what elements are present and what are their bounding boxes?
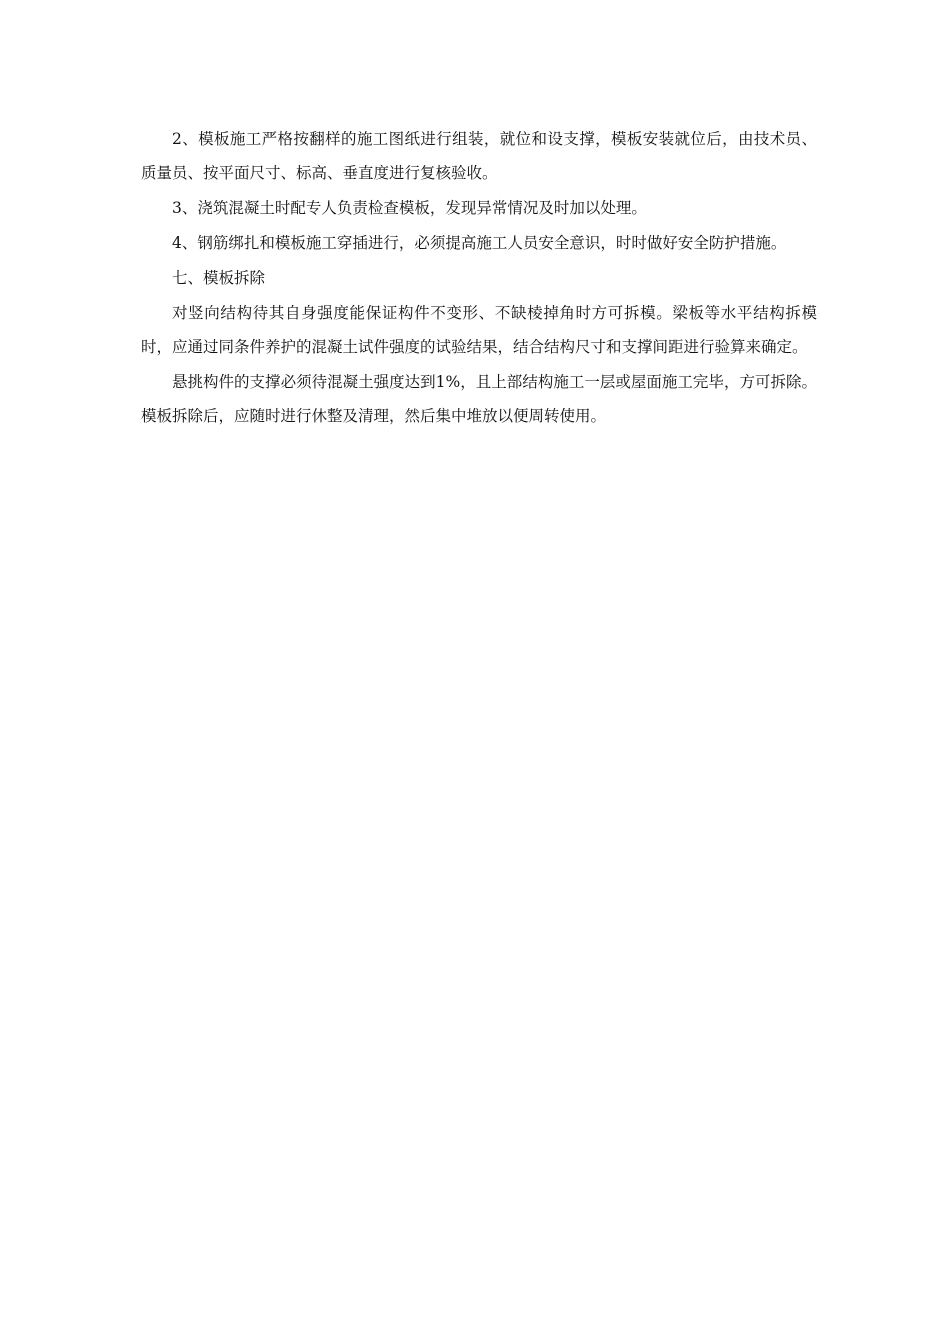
paragraph-template-installation: 2、模板施工严格按翻样的施工图纸进行组装，就位和设支撑，模板安装就位后，由技术员、质量员、按平面尺寸、标高、垂直度进行复核验收。 [141,130,817,182]
paragraph-vertical-structure-removal: 对竖向结构待其自身强度能保证构件不变形、不缺棱掉角时方可拆模。梁板等水平结构拆模时，应通过同条件养护的混凝土试件强度的试验结果，结合结构尺寸和支撑间距进行验算来确定。 [141,304,817,356]
paragraph-safety-measures: 4、钢筋绑扎和模板施工穿插进行，必须提高施工人员安全意识，时时做好安全防护措施。 [172,234,787,252]
paragraph-concrete-inspection: 3、浇筑混凝土时配专人负责检查模板，发现异常情况及时加以处理。 [172,199,647,217]
section-heading-formwork-removal: 七、模板拆除 [172,269,266,287]
document-body [141,122,817,434]
paragraph-cantilever-support: 悬挑构件的支撑必须待混凝土强度达到1%，且上部结构施工一层或屋面施工完毕，方可拆除。模板拆除后，应随时进行休整及清理，然后集中堆放以便周转使用。 [141,373,817,425]
